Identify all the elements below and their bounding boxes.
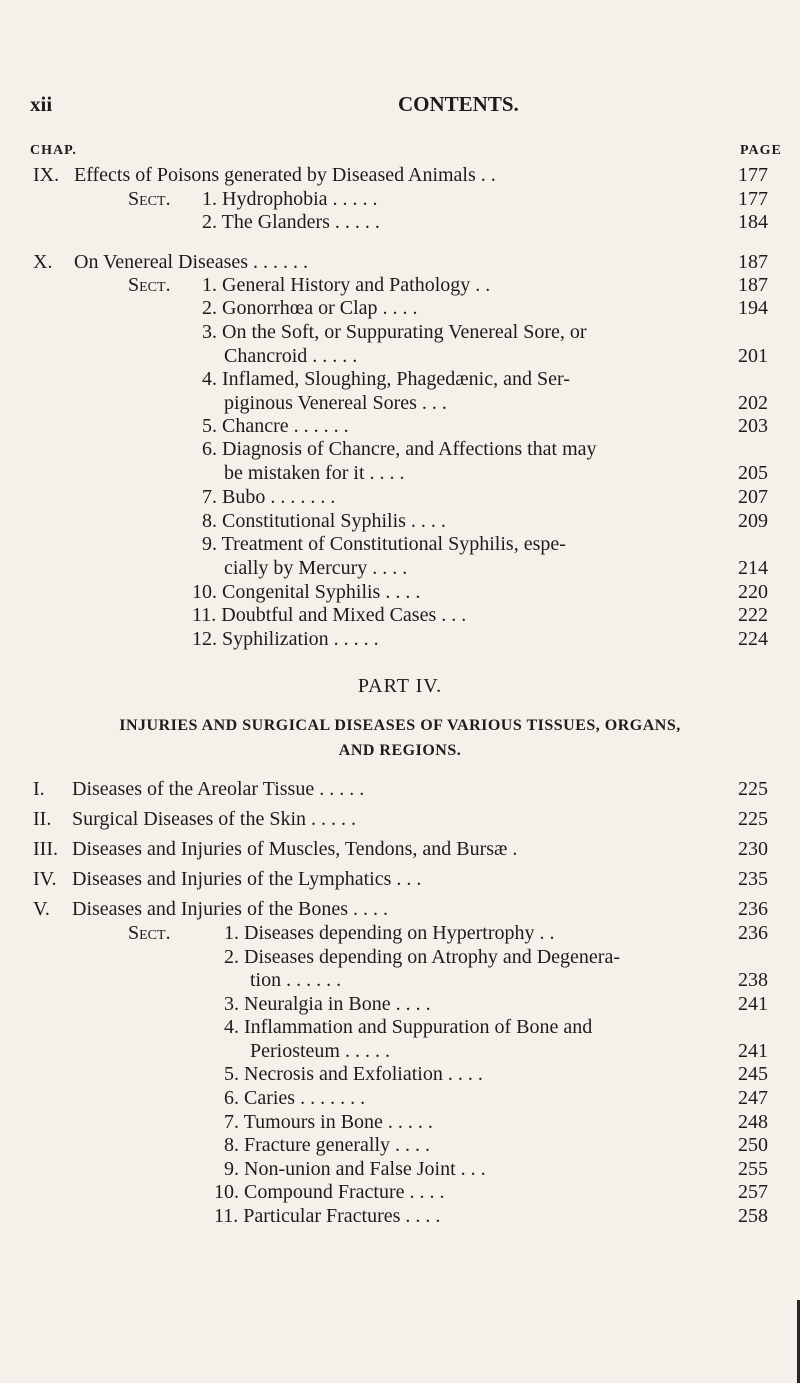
chapter-numeral: IV. (33, 868, 57, 890)
toc-entry (0, 1016, 800, 1042)
part-subtitle-line2: AND REGIONS. (338, 742, 462, 759)
page-reference: 258 (738, 1205, 768, 1227)
page-reference: 225 (738, 778, 768, 800)
entry-title: Effects of Poisons generated by Diseased Animals . . (74, 164, 496, 186)
entry-title: 10. Compound Fracture . . . . (214, 1181, 445, 1203)
entry-title: Diseases of the Areolar Tissue . . . . . (72, 778, 365, 800)
entry-title: 1. Hydrophobia . . . . . (202, 188, 378, 210)
toc-entry (0, 838, 800, 864)
part-subtitle-line1: INJURIES AND SURGICAL DISEASES OF VARIOUS TISSUES, ORGANS, (119, 717, 681, 734)
entry-title: be mistaken for it . . . . (224, 462, 405, 484)
page-reference: 220 (738, 581, 768, 603)
entry-title: 2. Diseases depending on Atrophy and Degenera- (224, 946, 620, 968)
page-reference: 236 (738, 922, 768, 944)
entry-title: 7. Tumours in Bone . . . . . (224, 1111, 433, 1133)
page-reference: 201 (738, 345, 768, 367)
page-reference: 224 (738, 628, 768, 650)
page-reference: 245 (738, 1063, 768, 1085)
page-reference: 214 (738, 557, 768, 579)
page-reference: 238 (738, 969, 768, 991)
toc-entry (0, 557, 800, 583)
toc-entry (0, 1063, 800, 1089)
chapter-numeral: III. (33, 838, 58, 860)
entry-title: 8. Fracture generally . . . . (224, 1134, 431, 1156)
page-number: xii (30, 92, 53, 116)
entry-title: 1. Diseases depending on Hypertrophy . . (224, 922, 555, 944)
entry-title: Diseases and Injuries of Muscles, Tendons, and Bursæ . (72, 838, 518, 860)
entry-title: Surgical Diseases of the Skin . . . . . (72, 808, 357, 830)
entry-title: tion . . . . . . (250, 969, 342, 991)
column-head-page: PAGE (740, 143, 782, 158)
page-reference: 222 (738, 604, 768, 626)
chapter-numeral: V. (33, 898, 50, 920)
page-reference: 177 (738, 164, 768, 186)
entry-title: cially by Mercury . . . . (224, 557, 408, 579)
toc-entry (0, 969, 800, 995)
entry-title: 4. Inflammation and Suppuration of Bone and (224, 1016, 593, 1038)
chapter-numeral: II. (33, 808, 52, 830)
entry-title: 10. Congenital Syphilis . . . . (192, 581, 421, 603)
page-reference: 202 (738, 392, 768, 414)
entry-title: Diseases and Injuries of the Bones . . . . (72, 898, 389, 920)
entry-title: 5. Chancre . . . . . . (202, 415, 349, 437)
page-reference: 203 (738, 415, 768, 437)
entry-title: 8. Constitutional Syphilis . . . . (202, 510, 446, 532)
toc-entry (0, 438, 800, 464)
page-reference: 187 (738, 251, 768, 273)
page-reference: 257 (738, 1181, 768, 1203)
toc-entry (0, 1134, 800, 1160)
entry-title: 3. Neuralgia in Bone . . . . (224, 993, 431, 1015)
toc-entry (0, 164, 800, 190)
page-reference: 236 (738, 898, 768, 920)
page-reference: 255 (738, 1158, 768, 1180)
entry-title: Chancroid . . . . . (224, 345, 358, 367)
entry-title: Periosteum . . . . . (250, 1040, 390, 1062)
toc-entry (0, 922, 800, 948)
toc-entry (0, 898, 800, 924)
page-reference: 250 (738, 1134, 768, 1156)
entry-title: Diseases and Injuries of the Lymphatics . . . (72, 868, 422, 890)
page-reference: 241 (738, 1040, 768, 1062)
toc-entry (0, 868, 800, 894)
toc-entry (0, 533, 800, 559)
page-reference: 194 (738, 297, 768, 319)
toc-entry (0, 808, 800, 834)
toc-entry (0, 778, 800, 804)
entry-title: 9. Non-union and False Joint . . . (224, 1158, 486, 1180)
entry-title: 6. Caries . . . . . . . (224, 1087, 366, 1109)
entry-title: 4. Inflamed, Sloughing, Phagedænic, and Ser- (202, 368, 570, 390)
page-reference: 205 (738, 462, 768, 484)
toc-entry (0, 1087, 800, 1113)
section-label: Sect. (128, 274, 171, 296)
entry-title: 12. Syphilization . . . . . (192, 628, 379, 650)
entry-title: 7. Bubo . . . . . . . (202, 486, 336, 508)
toc-entry (0, 462, 800, 488)
entry-title: 2. Gonorrhœa or Clap . . . . (202, 297, 418, 319)
page-reference: 248 (738, 1111, 768, 1133)
entry-title: 6. Diagnosis of Chancre, and Affections that may (202, 438, 597, 460)
toc-entry (0, 604, 800, 630)
entry-title: On Venereal Diseases . . . . . . (74, 251, 309, 273)
running-title: CONTENTS. (398, 92, 519, 116)
entry-title: 9. Treatment of Constitutional Syphilis, espe- (202, 533, 566, 555)
part-heading: PART IV. (357, 675, 443, 697)
page-reference: 207 (738, 486, 768, 508)
page-reference: 209 (738, 510, 768, 532)
chapter-numeral: IX. (33, 164, 60, 186)
chapter-numeral: X. (33, 251, 53, 273)
toc-entry (0, 297, 800, 323)
entry-title: 3. On the Soft, or Suppurating Venereal Sore, or (202, 321, 587, 343)
entry-title: 11. Particular Fractures . . . . (214, 1205, 441, 1227)
toc-entry (0, 1205, 800, 1231)
page-reference: 230 (738, 838, 768, 860)
toc-entry (0, 368, 800, 394)
chapter-numeral: I. (33, 778, 45, 800)
column-head-chapter: CHAP. (30, 143, 77, 158)
section-label: Sect. (128, 188, 171, 210)
entry-title: 1. General History and Pathology . . (202, 274, 491, 296)
toc-entry (0, 628, 800, 654)
toc-entry (0, 1181, 800, 1207)
section-label: Sect. (128, 922, 171, 944)
page-reference: 247 (738, 1087, 768, 1109)
toc-entry (0, 486, 800, 512)
entry-title: 11. Doubtful and Mixed Cases . . . (192, 604, 467, 626)
toc-entry (0, 211, 800, 237)
page-reference: 225 (738, 808, 768, 830)
entry-title: 5. Necrosis and Exfoliation . . . . (224, 1063, 483, 1085)
page-reference: 177 (738, 188, 768, 210)
page-reference: 187 (738, 274, 768, 296)
page-reference: 241 (738, 993, 768, 1015)
toc-entry (0, 321, 800, 347)
entry-title: 2. The Glanders . . . . . (202, 211, 380, 233)
page-reference: 235 (738, 868, 768, 890)
entry-title: piginous Venereal Sores . . . (224, 392, 447, 414)
page-reference: 184 (738, 211, 768, 233)
